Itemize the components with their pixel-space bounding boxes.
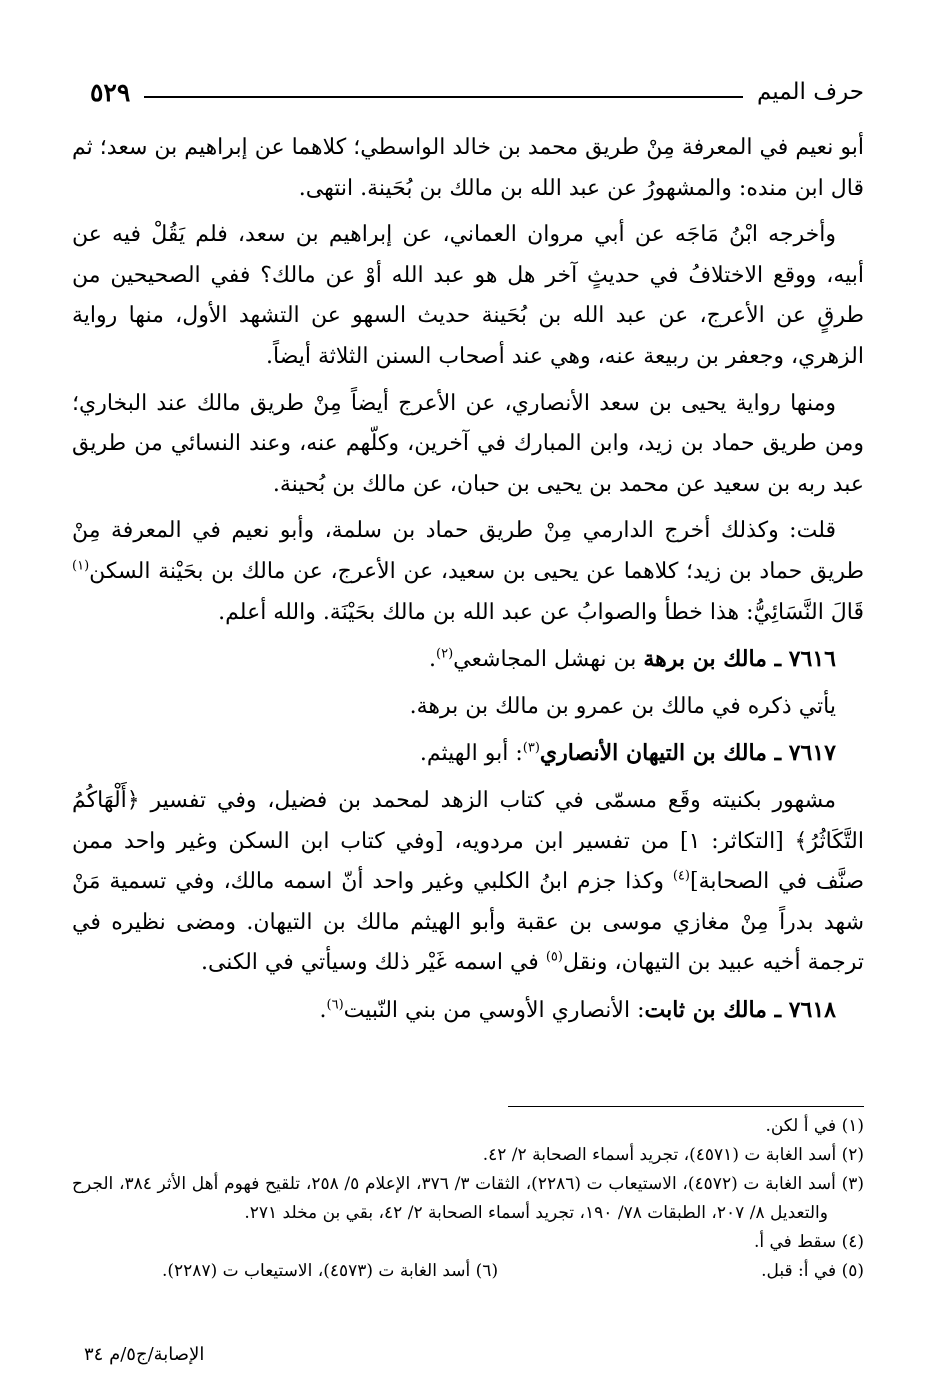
footnote-ref-4[interactable]: (٤)	[672, 868, 690, 884]
chapter-title: حرف الميم	[756, 79, 864, 105]
volume-signature: الإصابة/ج٥/م ٣٤	[84, 1344, 205, 1365]
entry-7617-name: ٧٦١٧ ـ مالك بن التيهان الأنصاري	[539, 740, 836, 767]
footnote-ref-1[interactable]: (١)	[72, 558, 90, 574]
paragraph-3: ومنها رواية يحيى بن سعد الأنصاري، عن الأعرج أيضاً مِنْ طريق مالك عند البخاري؛ ومن طريق حماد بن زيد، وابن المبارك في آخرين، وكلّهم عنه، وعند النسائي من طريق عبد ربه بن سعيد عن محمد بن يحيى بن حبان، عن مالك بن بُحينة.	[72, 390, 864, 497]
entry-7618-rest: : الأنصاري الأوسي من بني النّبيت	[343, 997, 645, 1023]
entry-7617-text-c: في اسمه غَيْر ذلك وسيأتي في الكنى.	[200, 950, 546, 976]
entry-7617-text-b: وكذا جزم ابنُ الكلبي وغير واحد أنّ اسمه مالك، وفي تسمية مَنْ شهد بدراً مِنْ مغازي موسى بن عقبة وأبو الهيثم مالك بن التيهان. ومضى نظيره في ترجمة أخيه عبيد بن التيهان، ونقل	[72, 869, 864, 976]
page-number: ٥٢٩	[90, 77, 131, 107]
entry-7617-paragraph	[72, 781, 864, 984]
footnote-row-5-6	[72, 1257, 864, 1286]
footnote-2: (٢) أسد الغابة ت (٤٥٧١)، تجريد أسماء الصحابة ٢/ ٤٢.	[482, 1145, 864, 1165]
paragraph-1: أبو نعيم في المعرفة مِنْ طريق محمد بن خالد الواسطي؛ كلاهما عن إبراهيم بن سعد؛ ثم قال ابن منده: والمشهورُ عن عبد الله بن مالك بن بُحَينة. انتهى.	[72, 135, 864, 201]
footnote-divider	[508, 1106, 864, 1107]
footnote-4: (٤) سقط في أ.	[753, 1232, 864, 1252]
footnote-3: (٣) أسد الغابة ت (٤٥٧٢)، الاستيعاب ت (٢٢٨٦)، الثقات ٣/ ٣٧٦، الإعلام ٥/ ٢٥٨، تلقيح فهوم أهل الأثر ٣٨٤، الجرح والتعديل ٨/ ٢٠٧، الطبقات ٧٨/ ١٩٠، تجريد أسماء الصحابة ٢/ ٤٢، بقي بن مخلد ٢٧١.	[72, 1174, 864, 1223]
entry-7616-note: يأتي ذكره في مالك بن عمرو بن مالك بن برهة.	[409, 693, 836, 719]
paragraph-4	[72, 511, 864, 633]
paragraph-4-text-a: قلت: وكذلك أخرج الدارمي مِنْ طريق حماد بن سلمة، وأبو نعيم في المعرفة مِنْ طريق حماد بن زيد؛ كلاهما عن يحيى بن سعيد، عن الأعرج، عن مالك بن بحَيْنة السكن	[72, 518, 864, 584]
entry-7616-heading	[72, 639, 864, 681]
footnote-ref-2[interactable]: (٢)	[436, 646, 454, 662]
entry-7616-name: ٧٦١٦ ـ مالك بن برهة	[643, 646, 836, 673]
footnote-1: (١) في أ لكن.	[765, 1116, 864, 1136]
entry-7616-end: .	[429, 647, 437, 673]
header-rule	[144, 96, 743, 98]
entry-7617-rest: : أبو الهيثم.	[419, 741, 523, 767]
footnote-ref-3[interactable]: (٣)	[522, 740, 540, 756]
footnotes	[72, 1112, 864, 1286]
footnote-ref-5[interactable]: (٥)	[545, 949, 563, 965]
footnote-ref-6[interactable]: (٦)	[326, 997, 344, 1013]
paragraph-2: وأخرجه ابْنُ مَاجَه عن أبي مروان العماني، عن إبراهيم بن سعد، فلم يَقُلْ فيه عن أبيه، ووقع الاختلافُ في حديثٍ آخر هل هو عبد الله أوْ عن مالك؟ ففي الصحيحين من طرقٍ عن الأعرج، عن عبد الله بن بُحَينة حديث السهو عن التشهد الأول، منها رواية الزهري، وجعفر بن ربيعة عنه، وهي عند أصحاب السنن الثلاثة أيضاً.	[72, 222, 864, 369]
running-header	[90, 72, 864, 112]
entry-7618-end: .	[319, 997, 327, 1023]
entry-7617-heading	[72, 733, 864, 775]
footnote-6: (٦) أسد الغابة ت (٤٥٧٣)، الاستيعاب ت (٢٢٨٧).	[162, 1261, 499, 1281]
footnote-5: (٥) في أ: قبل.	[761, 1261, 864, 1281]
entry-7617-text-a: مشهور بكنيته وقَع مسمّى في كتاب الزهد لمحمد بن فضيل، وفي تفسير ﴿أَلْهَاكُمُ التَّكَاثُرُ﴾ [التكاثر: ١] من تفسير ابن مردويه، [وفي كتاب ابن السكن وغير واحد ممن صنَّف في الصحابة]	[72, 787, 865, 895]
entry-7618-name: ٧٦١٨ ـ مالك بن ثابت	[644, 996, 836, 1023]
entry-7616-rest: بن نهشل المجاشعي	[453, 647, 644, 673]
entry-7618-heading	[72, 990, 864, 1032]
main-text	[72, 128, 864, 1037]
paragraph-4-text-b: قَالَ النَّسَائِيُّ: هذا خطأ والصوابُ عن عبد الله بن مالك بحَيْنَة. والله أعلم.	[218, 599, 864, 625]
